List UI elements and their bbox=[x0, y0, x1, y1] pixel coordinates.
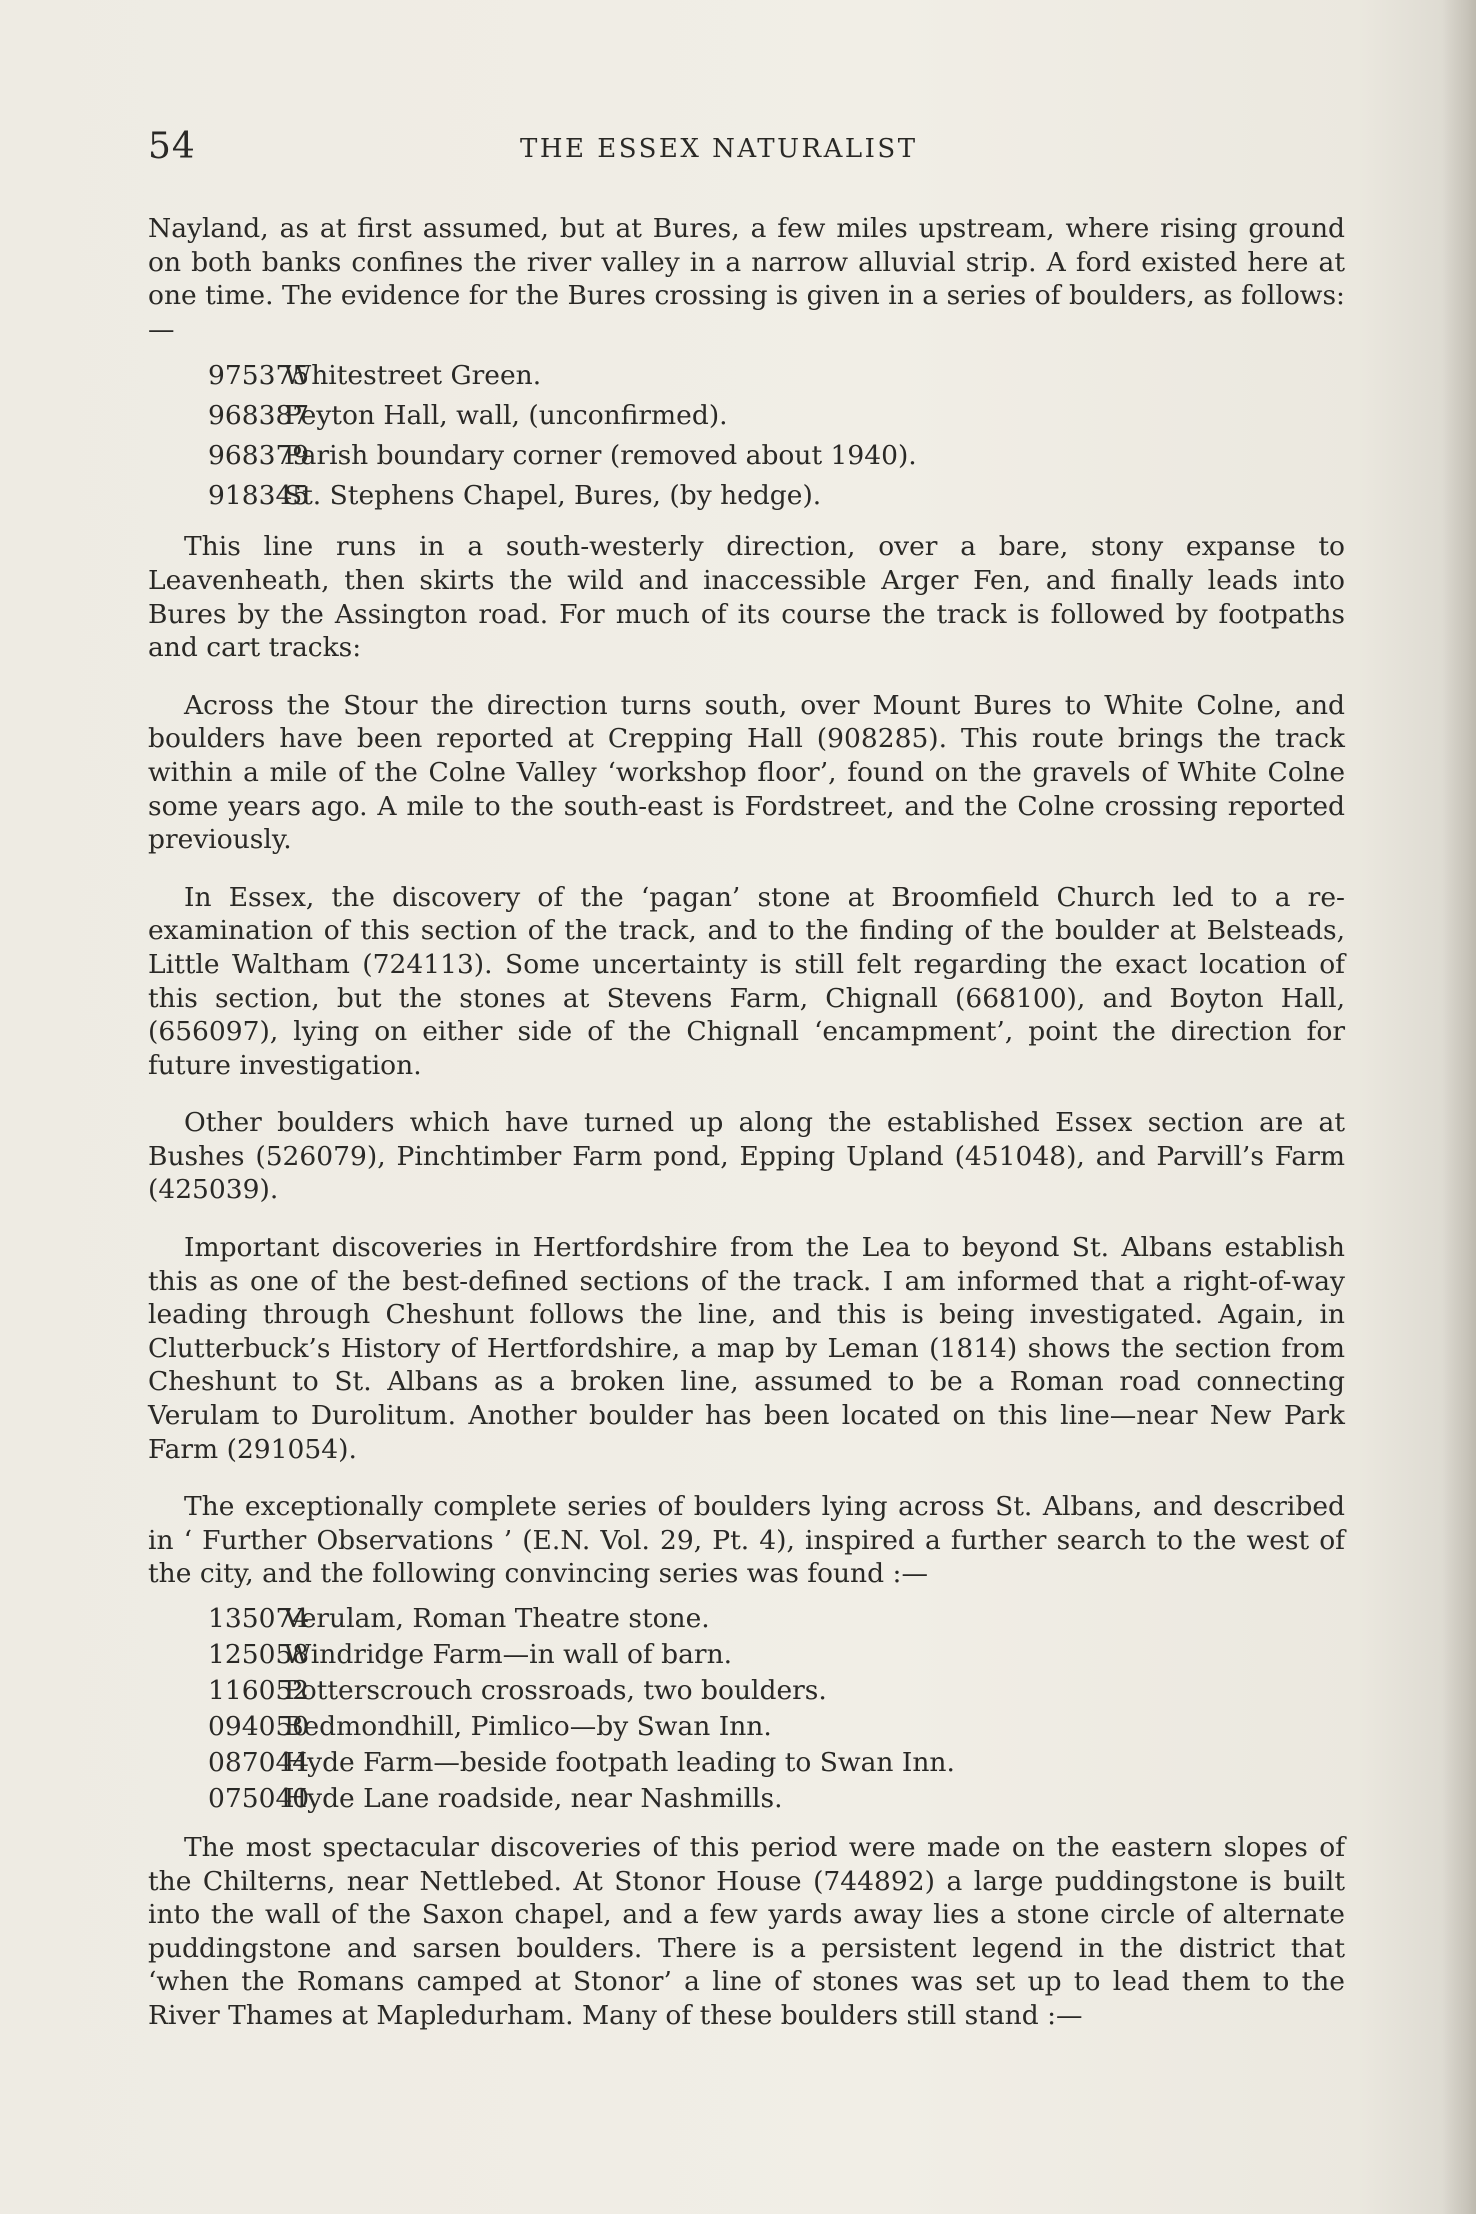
paragraph-6: Important discoveries in Hertfordshire from the Lea to beyond St. Albans establish this as one of the best-defined sections of the track. I am informed that a right-of-way leading through Cheshunt follows the line, and this is being investigated. Again, in Clutterbuck’s History of Hertfordshire, a map by Leman (1814) shows the section from Cheshunt to St. Albans as a broken line, assumed to be a Roman road connecting Verulam to Durolitum. Another boulder has been located on this line—near New Park Farm (291054). bbox=[148, 1232, 1345, 1465]
location-description: Peyton Hall, wall, (unconfirmed). bbox=[284, 400, 728, 432]
location-description: Windridge Farm—in wall of barn. bbox=[284, 1639, 733, 1670]
location-description: Verulam, Roman Theatre stone. bbox=[284, 1603, 710, 1634]
grid-reference: 135074 bbox=[208, 1603, 310, 1634]
paragraph-7: The exceptionally complete series of boulders lying across St. Albans, and described in ‘ Further Observations ’ (E.N. Vol. 29, Pt. 4), inspired a further search to the west of the city, and the following convincing series was found :— bbox=[148, 1491, 1345, 1590]
paragraph-4: In Essex, the discovery of the ‘pagan’ stone at Broomfield Church led to a re-examination of this section of the track, and to the finding of the boulder at Belsteads, Little Waltham (724113). Some uncertainty is still felt regarding the exact location of this section, but the stones at Stevens Farm, Chignall (668100), and Boyton Hall, (656097), lying on either side of the Chignall ‘encampment’, point the direction for future investigation. bbox=[148, 881, 1345, 1081]
location-description: Whitestreet Green. bbox=[284, 360, 542, 392]
page-number: 54 bbox=[148, 126, 196, 167]
paragraph-8: The most spectacular discoveries of this period were made on the eastern slopes of the Chilterns, near Nettlebed. At Stonor House (744892) a large puddingstone is built into the wall of the Saxon chapel, and a few yards away lies a stone circle of alternate puddingstone and sarsen boulders. There is a persistent legend in the district that ‘when the Romans camped at Stonor’ a line of stones was set up to lead them to the River Thames at Mapledurham. Many of these boulders still stand :— bbox=[148, 1832, 1345, 2031]
grid-reference: 968387 bbox=[208, 400, 310, 432]
list-item bbox=[148, 356, 1345, 396]
paragraph-2: This line runs in a south-westerly direction, over a bare, stony expanse to Leavenheath, then skirts the wild and inaccessible Arger Fen, and finally leads into Bures by the Assington road. For much of its course the track is followed by footpaths and cart tracks: bbox=[148, 531, 1345, 664]
list-item bbox=[148, 1781, 1345, 1817]
paragraph-5: Other boulders which have turned up along the established Essex section are at Bushes (526079), Pinchtimber Farm pond, Epping Upland (451048), and Parvill’s Farm (425039). bbox=[148, 1107, 1345, 1206]
list-item bbox=[148, 396, 1345, 436]
list-item bbox=[148, 436, 1345, 476]
running-head: THE ESSEX NATURALIST bbox=[520, 134, 918, 164]
list-item bbox=[148, 1673, 1345, 1709]
location-description: St. Stephens Chapel, Bures, (by hedge). bbox=[284, 480, 822, 512]
grid-reference: 116052 bbox=[208, 1675, 310, 1706]
location-description: Parish boundary corner (removed about 1940). bbox=[284, 440, 917, 472]
grid-reference: 918345 bbox=[208, 480, 310, 512]
location-description: Bedmondhill, Pimlico—by Swan Inn. bbox=[284, 1711, 772, 1742]
page-edge-shadow bbox=[1442, 0, 1476, 2214]
grid-reference: 087044 bbox=[208, 1747, 310, 1778]
list-item bbox=[148, 476, 1345, 516]
paragraph-1: Nayland, as at first assumed, but at Bures, a few miles upstream, where rising ground on both banks confines the river valley in a narrow alluvial strip. A ford existed here at one time. The evidence for the Bures crossing is given in a series of boulders, as follows:— bbox=[148, 213, 1345, 345]
boulder-list-bures bbox=[148, 356, 1345, 516]
list-item bbox=[148, 1637, 1345, 1673]
list-item bbox=[148, 1601, 1345, 1637]
location-description: Potterscrouch crossroads, two boulders. bbox=[284, 1675, 827, 1706]
location-description: Hyde Farm—beside footpath leading to Swan Inn. bbox=[284, 1747, 955, 1778]
page-header bbox=[148, 126, 1348, 166]
list-item bbox=[148, 1709, 1345, 1745]
list-item bbox=[148, 1745, 1345, 1781]
location-description: Hyde Lane roadside, near Nashmills. bbox=[284, 1783, 783, 1814]
boulder-list-st-albans bbox=[148, 1601, 1345, 1817]
grid-reference: 125058 bbox=[208, 1639, 310, 1670]
body-text bbox=[148, 212, 1345, 2033]
grid-reference: 968379 bbox=[208, 440, 310, 472]
paragraph-3: Across the Stour the direction turns south, over Mount Bures to White Colne, and boulders have been reported at Crepping Hall (908285). This route brings the track within a mile of the Colne Valley ‘workshop floor’, found on the gravels of White Colne some years ago. A mile to the south-east is Fordstreet, and the Colne crossing reported previously. bbox=[148, 689, 1345, 856]
grid-reference: 094050 bbox=[208, 1711, 310, 1742]
grid-reference: 975375 bbox=[208, 360, 310, 392]
grid-reference: 075040 bbox=[208, 1783, 310, 1814]
